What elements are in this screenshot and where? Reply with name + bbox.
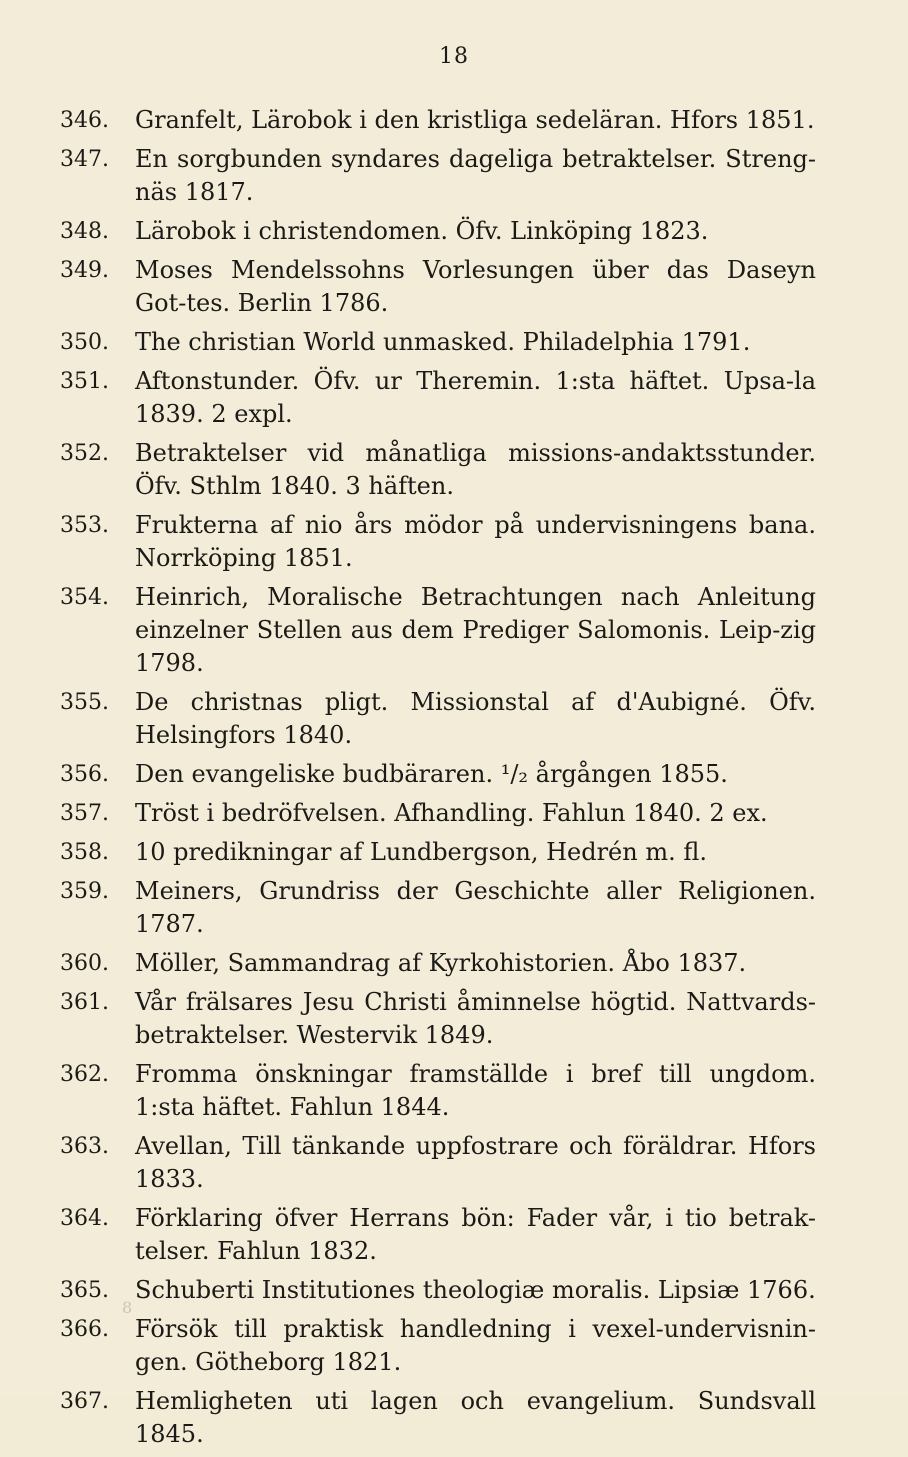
entry-number: 346.	[60, 108, 109, 133]
list-item	[0, 437, 908, 503]
entry-number: 364.	[60, 1206, 109, 1231]
entry-text: Den evangeliske budbäraren. ¹/₂ årgången 1855.	[135, 760, 728, 788]
entry-number: 366.	[60, 1317, 109, 1342]
entry-number: 352.	[60, 441, 109, 466]
entry-text: Möller, Sammandrag af Kyrkohistorien. Åbo 1837.	[135, 949, 747, 977]
entry-number: 361.	[60, 990, 109, 1015]
entry-text: Tröst i bedröfvelsen. Afhandling. Fahlun 1840. 2 ex.	[135, 799, 768, 827]
list-item	[0, 326, 908, 359]
entry-number: 359.	[60, 879, 109, 904]
entry-text: 10 predikningar af Lundbergson, Hedrén m. fl.	[135, 838, 707, 866]
entry-number: 350.	[60, 330, 109, 355]
entry-number: 354.	[60, 585, 109, 610]
entry-text: De christnas pligt. Missionstal af d'Aubigné. Öfv. Helsingfors 1840.	[135, 688, 816, 749]
list-item	[0, 143, 908, 209]
entry-number: 367.	[60, 1389, 109, 1414]
entry-number: 353.	[60, 513, 109, 538]
list-item	[0, 581, 908, 680]
entry-text: Hemligheten uti lagen och evangelium. Sundsvall 1845.	[135, 1387, 816, 1448]
entry-number: 362.	[60, 1062, 109, 1087]
list-item	[0, 1313, 908, 1379]
entry-text: Avellan, Till tänkande uppfostrare och föräldrar. Hfors 1833.	[135, 1132, 816, 1193]
list-item	[0, 686, 908, 752]
entry-text: Aftonstunder. Öfv. ur Theremin. 1:sta häftet. Upsa-la 1839. 2 expl.	[135, 367, 816, 428]
list-item	[0, 1058, 908, 1124]
print-mark: 8	[122, 1298, 133, 1317]
entry-number: 347.	[60, 147, 109, 172]
entry-text: Försök till praktisk handledning i vexel-undervisnin-gen. Götheborg 1821.	[135, 1315, 816, 1376]
entry-text: Heinrich, Moralische Betrachtungen nach Anleitung einzelner Stellen aus dem Prediger Salomonis. Leip-zig 1798.	[135, 583, 816, 677]
list-item	[0, 509, 908, 575]
entry-text: Vår frälsares Jesu Christi åminnelse högtid. Nattvards-betraktelser. Westervik 1849.	[135, 988, 816, 1049]
page-number: 18	[439, 44, 469, 69]
entry-number: 363.	[60, 1134, 109, 1159]
entry-number: 349.	[60, 258, 109, 283]
entry-number: 355.	[60, 690, 109, 715]
entry-text: Schuberti Institutiones theologiæ moralis. Lipsiæ 1766.	[135, 1276, 816, 1304]
entry-text: En sorgbunden syndares dageliga betraktelser. Streng-näs 1817.	[135, 145, 816, 206]
entry-text: Förklaring öfver Herrans bön: Fader vår, i tio betrak-telser. Fahlun 1832.	[135, 1204, 816, 1265]
list-item	[0, 947, 908, 980]
entry-text: Meiners, Grundriss der Geschichte aller Religionen. 1787.	[135, 877, 816, 938]
list-item	[0, 215, 908, 248]
list-item	[0, 1202, 908, 1268]
bibliography-list	[0, 104, 908, 1457]
list-item	[0, 254, 908, 320]
list-item	[0, 986, 908, 1052]
entry-text: Frukterna af nio års mödor på undervisningens bana. Norrköping 1851.	[135, 511, 816, 572]
list-item	[0, 1385, 908, 1451]
entry-number: 360.	[60, 951, 109, 976]
list-item	[0, 758, 908, 791]
entry-text: Fromma önskningar framställde i bref till ungdom. 1:sta häftet. Fahlun 1844.	[135, 1060, 816, 1121]
entry-number: 351.	[60, 369, 109, 394]
list-item	[0, 1274, 908, 1307]
list-item	[0, 797, 908, 830]
entry-number: 365.	[60, 1278, 109, 1303]
entry-number: 356.	[60, 762, 109, 787]
entry-text: Betraktelser vid månatliga missions-andaktsstunder. Öfv. Sthlm 1840. 3 häften.	[135, 439, 816, 500]
entry-text: Lärobok i christendomen. Öfv. Linköping 1823.	[135, 217, 709, 245]
list-item	[0, 365, 908, 431]
entry-number: 348.	[60, 219, 109, 244]
list-item	[0, 1130, 908, 1196]
entry-number: 358.	[60, 840, 109, 865]
entry-text: Granfelt, Lärobok i den kristliga sedeläran. Hfors 1851.	[135, 106, 815, 134]
entry-text: Moses Mendelssohns Vorlesungen über das Daseyn Got-tes. Berlin 1786.	[135, 256, 816, 317]
entry-text: The christian World unmasked. Philadelphia 1791.	[135, 328, 751, 356]
list-item	[0, 875, 908, 941]
entry-number: 357.	[60, 801, 109, 826]
list-item	[0, 836, 908, 869]
list-item	[0, 104, 908, 137]
